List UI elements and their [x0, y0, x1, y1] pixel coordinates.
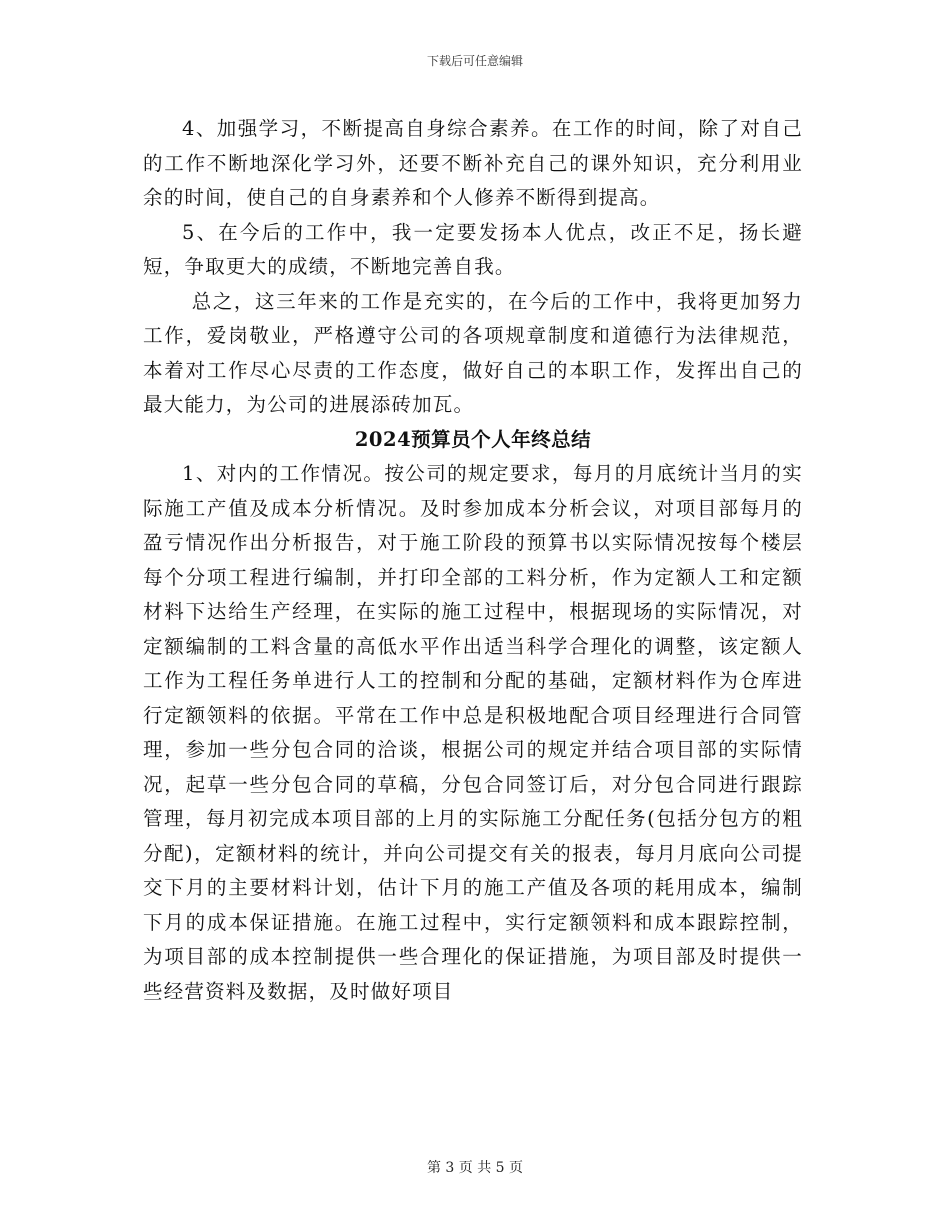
page-header-note: 下载后可任意编辑: [426, 54, 523, 68]
page-number: 第 3 页 共 5 页: [426, 1160, 524, 1176]
document-body: [143, 112, 803, 1009]
paragraph-point-1: 1、对内的工作情况。按公司的规定要求，每月的月底统计当月的实际施工产值及成本分析情况。及时参加成本分析会议，对项目部每月的盈亏情况作出分析报告，对于施工阶段的预算书以实际情况按每个楼层每个分项工程进行编制，并打印全部的工料分析，作为定额人工和定额材料下达给生产经理，在实际的施工过程中，根据现场的实际情况，对定额编制的工料含量的高低水平作出适当科学合理化的调整，该定额人工作为工程任务单进行人工的控制和分配的基础，定额材料作为仓库进行定额领料的依据。平常在工作中总是积极地配合项目经理进行合同管理，参加一些分包合同的洽谈，根据公司的规定并结合项目部的实际情况，起草一些分包合同的草稿，分包合同签订后，对分包合同进行跟踪管理，每月初完成本项目部的上月的实际施工分配任务(包括分包方的粗分配)，定额材料的统计，并向公司提交有关的报表，每月月底向公司提交下月的主要材料计划，估计下月的施工产值及各项的耗用成本，编制下月的成本保证措施。在施工过程中，实行定额领料和成本跟踪控制，为项目部的成本控制提供一些合理化的保证措施，为项目部及时提供一些经营资料及数据，及时做好项目: [143, 462, 803, 1003]
paragraph-point-4: 4、加强学习，不断提高自身综合素养。在工作的时间，除了对自己的工作不断地深化学习外，还要不断补充自己的课外知识，充分利用业余的时间，使自己的自身素养和个人修养不断得到提高。: [143, 117, 803, 209]
paragraph-point-5: 5、在今后的工作中，我一定要发扬本人优点，改正不足，扬长避短，争取更大的成绩，不断地完善自我。: [143, 220, 803, 278]
section-title: 2024预算员个人年终总结: [354, 427, 592, 451]
paragraph-summary: 总之，这三年来的工作是充实的，在今后的工作中，我将更加努力工作，爱岗敬业，严格遵守公司的各项规章制度和道德行为法律规范，本着对工作尽心尽责的工作态度，做好自己的本职工作，发挥出自己的最大能力，为公司的进展添砖加瓦。: [143, 289, 803, 416]
